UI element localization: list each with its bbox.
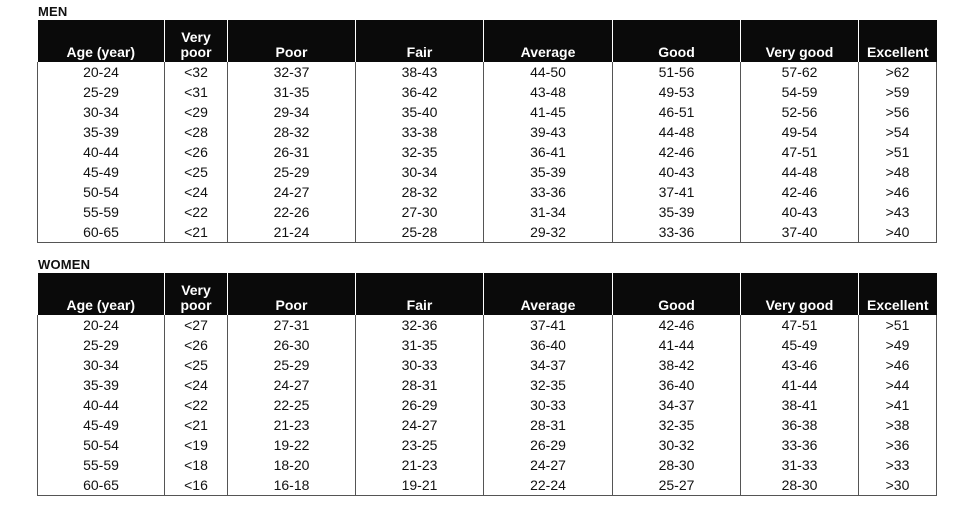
table-cell: 40-43 bbox=[741, 202, 859, 222]
col-header-very-poor: Very poor bbox=[165, 20, 228, 62]
table-cell: 41-45 bbox=[484, 102, 613, 122]
table-cell: 28-32 bbox=[356, 182, 484, 202]
table-row bbox=[38, 455, 937, 475]
table-cell: 35-39 bbox=[38, 375, 165, 395]
table-cell: >46 bbox=[859, 182, 937, 202]
table-cell: 36-41 bbox=[484, 142, 613, 162]
table-cell: 38-43 bbox=[356, 62, 484, 82]
table-cell: <25 bbox=[165, 355, 228, 375]
table-row bbox=[38, 415, 937, 435]
table-row bbox=[38, 375, 937, 395]
col-header-age: Age (year) bbox=[38, 20, 165, 62]
table-cell: 30-34 bbox=[356, 162, 484, 182]
table-cell: >36 bbox=[859, 435, 937, 455]
col-header-fair: Fair bbox=[356, 273, 484, 315]
table-row bbox=[38, 82, 937, 102]
table-cell: 35-39 bbox=[484, 162, 613, 182]
table-cell: <18 bbox=[165, 455, 228, 475]
table-row bbox=[38, 142, 937, 162]
table-cell: 45-49 bbox=[741, 335, 859, 355]
table-cell: 30-32 bbox=[613, 435, 741, 455]
table-cell: 33-36 bbox=[613, 222, 741, 243]
table-cell: >40 bbox=[859, 222, 937, 243]
table-cell: 24-27 bbox=[228, 375, 356, 395]
table-cell: 33-38 bbox=[356, 122, 484, 142]
table-cell: 30-33 bbox=[356, 355, 484, 375]
table-cell: 33-36 bbox=[741, 435, 859, 455]
women-table-body bbox=[38, 315, 937, 496]
table-cell: 30-34 bbox=[38, 102, 165, 122]
table-cell: 21-23 bbox=[356, 455, 484, 475]
table-cell: 45-49 bbox=[38, 415, 165, 435]
col-header-very-good: Very good bbox=[741, 20, 859, 62]
table-cell: 22-24 bbox=[484, 475, 613, 496]
col-header-average: Average bbox=[484, 273, 613, 315]
table-cell: 42-46 bbox=[613, 142, 741, 162]
table-cell: 21-24 bbox=[228, 222, 356, 243]
table-cell: 18-20 bbox=[228, 455, 356, 475]
table-cell: 24-27 bbox=[228, 182, 356, 202]
women-table bbox=[37, 273, 937, 496]
table-cell: 26-30 bbox=[228, 335, 356, 355]
table-cell: <26 bbox=[165, 335, 228, 355]
table-row bbox=[38, 182, 937, 202]
table-cell: 19-21 bbox=[356, 475, 484, 496]
table-cell: >33 bbox=[859, 455, 937, 475]
table-cell: >51 bbox=[859, 142, 937, 162]
table-cell: 22-26 bbox=[228, 202, 356, 222]
col-header-average: Average bbox=[484, 20, 613, 62]
table-cell: 24-27 bbox=[356, 415, 484, 435]
table-cell: 43-46 bbox=[741, 355, 859, 375]
men-table bbox=[37, 20, 937, 243]
table-cell: 25-29 bbox=[38, 82, 165, 102]
table-cell: 42-46 bbox=[741, 182, 859, 202]
table-cell: 39-43 bbox=[484, 122, 613, 142]
table-cell: 26-31 bbox=[228, 142, 356, 162]
table-cell: 55-59 bbox=[38, 202, 165, 222]
table-cell: 33-36 bbox=[484, 182, 613, 202]
table-cell: 25-29 bbox=[228, 162, 356, 182]
women-title: WOMEN bbox=[38, 257, 91, 272]
table-cell: 35-40 bbox=[356, 102, 484, 122]
table-row bbox=[38, 122, 937, 142]
table-cell: 50-54 bbox=[38, 435, 165, 455]
table-cell: 57-62 bbox=[741, 62, 859, 82]
table-cell: 24-27 bbox=[484, 455, 613, 475]
table-cell: 54-59 bbox=[741, 82, 859, 102]
table-cell: 36-40 bbox=[484, 335, 613, 355]
table-cell: 42-46 bbox=[613, 315, 741, 335]
table-cell: <28 bbox=[165, 122, 228, 142]
table-row bbox=[38, 395, 937, 415]
table-cell: 32-37 bbox=[228, 62, 356, 82]
table-cell: 49-53 bbox=[613, 82, 741, 102]
table-cell: 28-31 bbox=[484, 415, 613, 435]
table-cell: 31-35 bbox=[356, 335, 484, 355]
table-cell: 29-32 bbox=[484, 222, 613, 243]
table-cell: 26-29 bbox=[356, 395, 484, 415]
table-cell: >48 bbox=[859, 162, 937, 182]
col-header-very-poor: Very poor bbox=[165, 273, 228, 315]
table-cell: 29-34 bbox=[228, 102, 356, 122]
table-cell: 55-59 bbox=[38, 455, 165, 475]
table-cell: 37-41 bbox=[613, 182, 741, 202]
table-cell: <31 bbox=[165, 82, 228, 102]
table-cell: 60-65 bbox=[38, 475, 165, 496]
table-cell: 31-34 bbox=[484, 202, 613, 222]
table-row bbox=[38, 435, 937, 455]
table-cell: 40-44 bbox=[38, 142, 165, 162]
table-cell: >44 bbox=[859, 375, 937, 395]
women-section bbox=[37, 257, 936, 496]
table-cell: 25-28 bbox=[356, 222, 484, 243]
table-cell: >62 bbox=[859, 62, 937, 82]
table-cell: 27-31 bbox=[228, 315, 356, 335]
table-cell: <27 bbox=[165, 315, 228, 335]
table-cell: 44-48 bbox=[741, 162, 859, 182]
table-cell: 34-37 bbox=[484, 355, 613, 375]
table-cell: 31-35 bbox=[228, 82, 356, 102]
table-cell: >59 bbox=[859, 82, 937, 102]
table-cell: 25-29 bbox=[38, 335, 165, 355]
table-cell: >30 bbox=[859, 475, 937, 496]
col-header-fair: Fair bbox=[356, 20, 484, 62]
table-cell: 35-39 bbox=[38, 122, 165, 142]
table-row bbox=[38, 475, 937, 496]
table-cell: 40-43 bbox=[613, 162, 741, 182]
table-cell: 26-29 bbox=[484, 435, 613, 455]
table-cell: 43-48 bbox=[484, 82, 613, 102]
col-header-good: Good bbox=[613, 20, 741, 62]
col-header-age: Age (year) bbox=[38, 273, 165, 315]
col-header-poor: Poor bbox=[228, 273, 356, 315]
table-row bbox=[38, 315, 937, 335]
table-cell: 36-42 bbox=[356, 82, 484, 102]
table-cell: 23-25 bbox=[356, 435, 484, 455]
table-row bbox=[38, 62, 937, 82]
table-cell: 20-24 bbox=[38, 315, 165, 335]
table-cell: 20-24 bbox=[38, 62, 165, 82]
table-cell: 28-32 bbox=[228, 122, 356, 142]
table-cell: 36-40 bbox=[613, 375, 741, 395]
men-header-row bbox=[38, 20, 937, 62]
table-cell: 37-41 bbox=[484, 315, 613, 335]
table-cell: 34-37 bbox=[613, 395, 741, 415]
table-cell: 19-22 bbox=[228, 435, 356, 455]
table-cell: <29 bbox=[165, 102, 228, 122]
table-cell: 37-40 bbox=[741, 222, 859, 243]
men-section bbox=[37, 4, 936, 243]
col-header-good: Good bbox=[613, 273, 741, 315]
table-cell: 28-30 bbox=[613, 455, 741, 475]
table-cell: 60-65 bbox=[38, 222, 165, 243]
table-cell: 25-27 bbox=[613, 475, 741, 496]
table-cell: 41-44 bbox=[613, 335, 741, 355]
women-header-row bbox=[38, 273, 937, 315]
table-cell: 47-51 bbox=[741, 142, 859, 162]
table-cell: 44-48 bbox=[613, 122, 741, 142]
col-header-excellent: Excellent bbox=[859, 20, 937, 62]
table-cell: <24 bbox=[165, 182, 228, 202]
table-cell: <24 bbox=[165, 375, 228, 395]
table-row bbox=[38, 162, 937, 182]
table-cell: 16-18 bbox=[228, 475, 356, 496]
table-cell: 22-25 bbox=[228, 395, 356, 415]
table-cell: <32 bbox=[165, 62, 228, 82]
table-cell: >54 bbox=[859, 122, 937, 142]
table-cell: 32-36 bbox=[356, 315, 484, 335]
table-cell: <21 bbox=[165, 222, 228, 243]
table-cell: 49-54 bbox=[741, 122, 859, 142]
table-cell: 25-29 bbox=[228, 355, 356, 375]
table-cell: >49 bbox=[859, 335, 937, 355]
table-cell: 36-38 bbox=[741, 415, 859, 435]
table-cell: 41-44 bbox=[741, 375, 859, 395]
col-header-excellent: Excellent bbox=[859, 273, 937, 315]
table-cell: >41 bbox=[859, 395, 937, 415]
table-cell: <25 bbox=[165, 162, 228, 182]
table-cell: 47-51 bbox=[741, 315, 859, 335]
table-cell: 30-34 bbox=[38, 355, 165, 375]
table-cell: 28-30 bbox=[741, 475, 859, 496]
table-cell: 30-33 bbox=[484, 395, 613, 415]
table-cell: 32-35 bbox=[484, 375, 613, 395]
col-header-poor: Poor bbox=[228, 20, 356, 62]
table-row bbox=[38, 335, 937, 355]
table-cell: >38 bbox=[859, 415, 937, 435]
men-table-body bbox=[38, 62, 937, 243]
table-cell: 35-39 bbox=[613, 202, 741, 222]
table-row bbox=[38, 102, 937, 122]
table-row bbox=[38, 222, 937, 243]
men-title: MEN bbox=[38, 4, 68, 19]
table-cell: 51-56 bbox=[613, 62, 741, 82]
table-cell: 21-23 bbox=[228, 415, 356, 435]
table-cell: <22 bbox=[165, 395, 228, 415]
table-cell: 50-54 bbox=[38, 182, 165, 202]
table-cell: <21 bbox=[165, 415, 228, 435]
table-row bbox=[38, 202, 937, 222]
table-cell: 38-42 bbox=[613, 355, 741, 375]
table-cell: 40-44 bbox=[38, 395, 165, 415]
table-cell: <26 bbox=[165, 142, 228, 162]
table-cell: 31-33 bbox=[741, 455, 859, 475]
table-cell: >43 bbox=[859, 202, 937, 222]
table-cell: 46-51 bbox=[613, 102, 741, 122]
table-cell: <22 bbox=[165, 202, 228, 222]
table-cell: <16 bbox=[165, 475, 228, 496]
col-header-very-good: Very good bbox=[741, 273, 859, 315]
table-cell: >51 bbox=[859, 315, 937, 335]
table-cell: >56 bbox=[859, 102, 937, 122]
table-cell: 52-56 bbox=[741, 102, 859, 122]
table-cell: 32-35 bbox=[356, 142, 484, 162]
table-cell: >46 bbox=[859, 355, 937, 375]
table-cell: 38-41 bbox=[741, 395, 859, 415]
table-cell: 44-50 bbox=[484, 62, 613, 82]
table-cell: 28-31 bbox=[356, 375, 484, 395]
table-cell: 45-49 bbox=[38, 162, 165, 182]
table-cell: 27-30 bbox=[356, 202, 484, 222]
table-cell: <19 bbox=[165, 435, 228, 455]
table-row bbox=[38, 355, 937, 375]
table-cell: 32-35 bbox=[613, 415, 741, 435]
